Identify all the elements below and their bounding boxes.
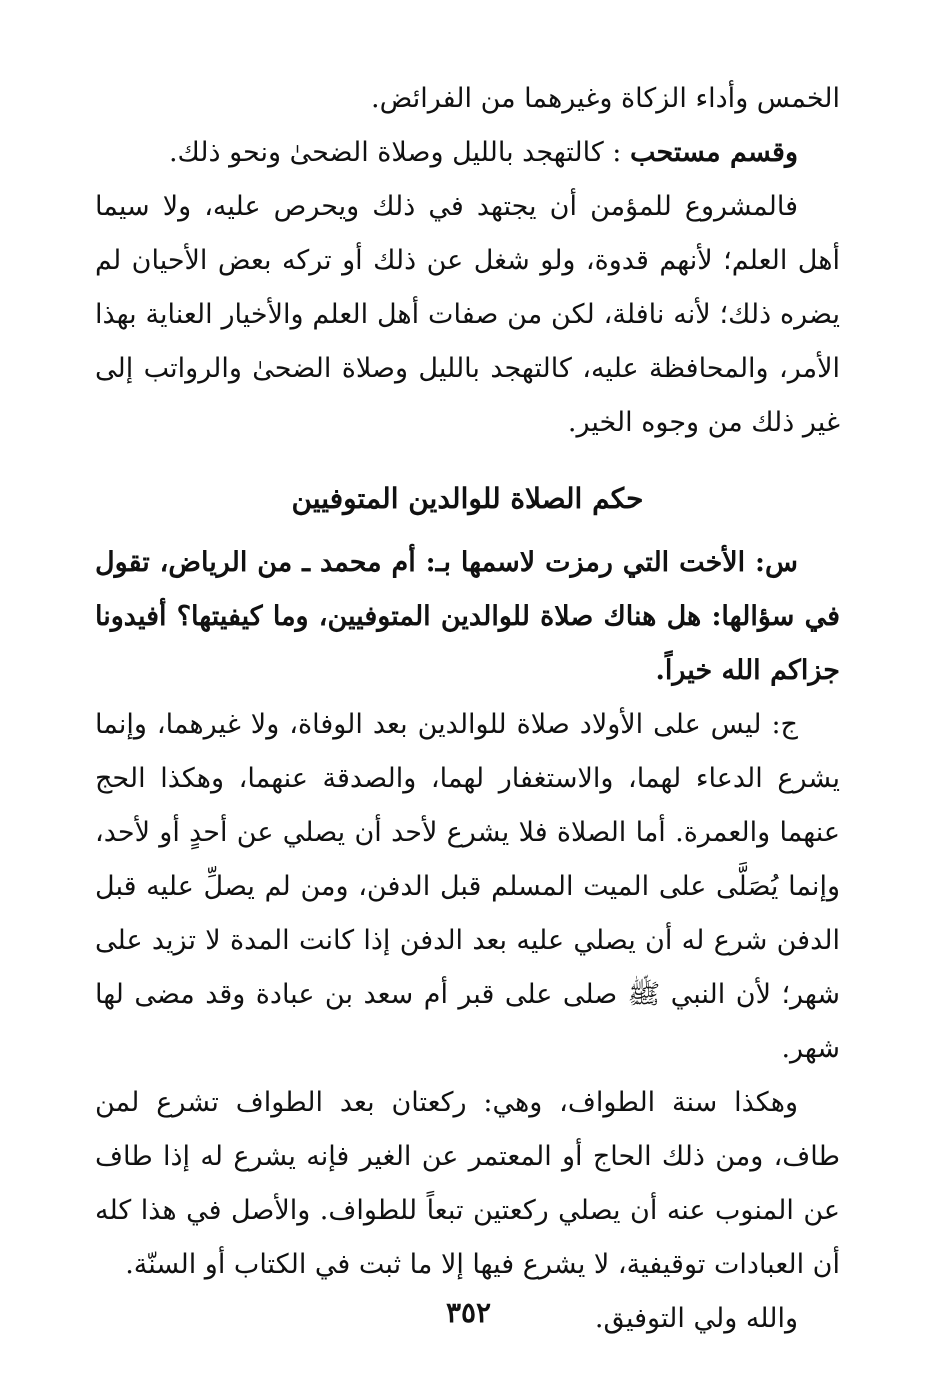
closing-line: والله ولي التوفيق.: [594, 1303, 798, 1334]
term-mustahab: وقسم مستحب: [629, 137, 798, 168]
paragraph-mashru: فالمشروع للمؤمن أن يجتهد في ذلك ويحرص عليه، ولا سيما أهل العلم؛ لأنهم قدوة، ولو شغل عن ذلك أو تركه بعض الأحيان لم يضره ذلك؛ لأنه نافلة، لكن من صفات أهل العلم والأخيار العناية بهذا الأمر، والمحافظة عليه، كالتهجد بالليل وصلاة الضحىٰ والرواتب إلى غير ذلك من وجوه الخير.: [95, 191, 840, 438]
paragraph-continuation: الخمس وأداء الزكاة وغيرهما من الفرائض.: [371, 83, 840, 114]
question-text: س: الأخت التي رمزت لاسمها بـ: أم محمد ـ من الرياض، تقول في سؤالها: هل هناك صلاة للوالدين المتوفيين، وما كيفيتها؟ أفيدونا جزاكم الله خيراً.: [95, 547, 840, 686]
page-body: [95, 72, 840, 1346]
answer-paragraph-2: وهكذا سنة الطواف، وهي: ركعتان بعد الطواف تشرع لمن طاف، ومن ذلك الحاج أو المعتمر عن الغير فإنه يشرع له إذا طاف عن المنوب عنه أن يصلي ركعتين تبعاً للطواف. والأصل في هذا كله أن العبادات توقيفية، لا يشرع فيها إلا ما ثبت في الكتاب أو السنّة.: [95, 1087, 840, 1280]
mustahab-definition: : كالتهجد بالليل وصلاة الضحىٰ ونحو ذلك.: [168, 137, 622, 168]
page-number: ٣٥٢: [445, 1296, 492, 1329]
section-heading: حكم الصلاة للوالدين المتوفيين: [291, 482, 644, 515]
answer-paragraph-1: ج: ليس على الأولاد صلاة للوالدين بعد الوفاة، ولا غيرهما، وإنما يشرع الدعاء لهما، والاستغفار لهما، والصدقة عنهما، وهكذا الحج عنهما والعمرة. أما الصلاة فلا يشرع لأحد أن يصلي عن أحدٍ أو لأحد، وإنما يُصَلَّى على الميت المسلم قبل الدفن، ومن لم يصلِّ عليه قبل الدفن شرع له أن يصلي عليه بعد الدفن إذا كانت المدة لا تزيد على شهر؛ لأن النبي ﷺ صلى على قبر أم سعد بن عبادة وقد مضى لها شهر.: [95, 709, 840, 1064]
paragraph-mustahab: [95, 126, 840, 180]
